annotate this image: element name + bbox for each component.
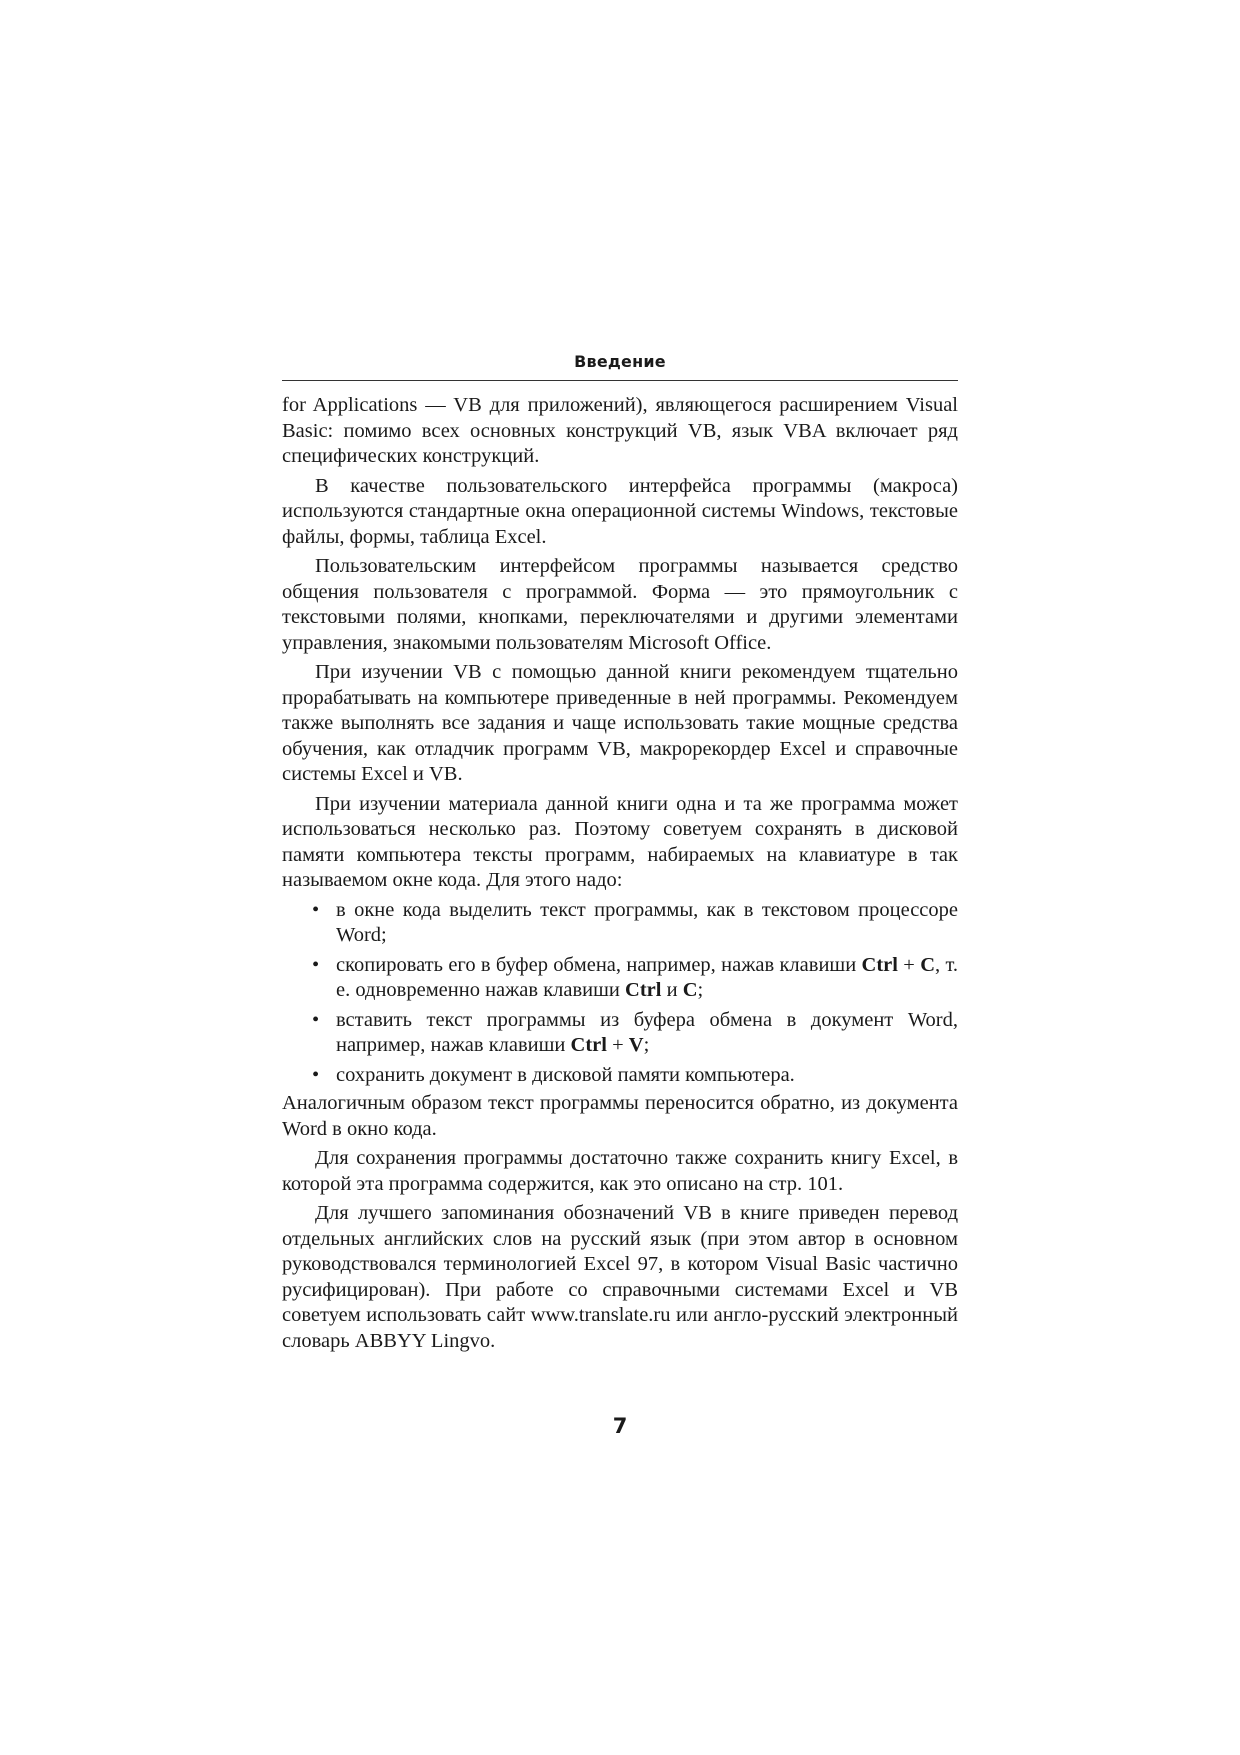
key-name: V [628,1034,644,1056]
list-item-text: и [661,979,683,1001]
bullet-icon: • [312,1063,320,1086]
list-item-text: в окне кода выделить текст программы, как в текстовом процессоре Word; [336,898,958,946]
list-item [282,1008,958,1059]
bullet-icon: • [312,1008,320,1031]
paragraph-7: Для сохранения программы достаточно также сохранить книгу Excel, в которой эта программа содержится, как это описано на стр. 101. [282,1147,958,1195]
paragraph-4: При изучении VB с помощью данной книги рекомендуем тщательно прорабатывать на компьютере приведенные в ней программы. Рекомендуем также выполнять все задания и чаще использовать такие мощные средства обучения, как отладчик программ VB, макрорекордер Excel и справочные системы Excel и VB. [282,661,958,785]
paragraph-8: Для лучшего запоминания обозначений VB в книге приведен перевод отдельных английских слов на русский язык (при этом автор в основном руководствовался терминологией Excel 97, в котором Visual Basic частично русифицирован). При работе со справочными системами Excel и VB советуем использовать сайт www.translate.ru или англо-русский электронный словарь ABBYY Lingvo. [282,1202,958,1352]
list-item [282,1063,958,1089]
page-number: 7 [612,1414,628,1438]
list-item-text: вставить текст программы из буфера обмена в документ Word, например, нажав клавиши [336,1008,958,1056]
paragraph-1: for Applications — VB для приложений), являющегося расширением Visual Basic: помимо всех основных конструкций VB, язык VBA включает ряд специфических конструкций. [282,394,958,467]
paragraph-2: В качестве пользовательского интерфейса программы (макроса) используются стандартные окна операционной системы Windows, текстовые файлы, формы, таблица Excel. [282,474,958,548]
list-item-text: , т. е. одновременно нажав клавиши [336,953,959,1001]
body-text [282,393,958,1358]
key-name: Ctrl [625,979,662,1001]
key-name: Ctrl [861,953,898,976]
running-title: Введение [574,352,666,371]
list-item-text: ; [643,1034,650,1056]
paragraph-5: При изучении материала данной книги одна и та же программа может использоваться несколько раз. Поэтому советуем сохранять в дисковой памяти компьютера тексты программ, набираемых на клавиатуре в так называемом окне кода. Для этого надо: [282,792,958,891]
steps-list [282,898,958,1089]
key-name: Ctrl [570,1034,607,1056]
paragraph-3: Пользовательским интерфейсом программы называется средство общения пользователя с программой. Форма — это прямоугольник с текстовыми полями, кнопками, переключателями и другими элементами управления, знакомыми пользователям Microsoft Office. [282,555,958,654]
list-item [282,953,958,1004]
key-name: C [682,979,698,1001]
list-item-text: ; [697,979,704,1001]
key-name: C [920,953,935,976]
list-item-text: + [897,953,921,976]
list-item-text: + [606,1034,629,1056]
bullet-icon: • [312,953,320,976]
list-item [282,898,958,949]
header-rule [282,380,958,381]
bullet-icon: • [312,898,320,921]
paragraph-6: Аналогичным образом текст программы переносится обратно, из документа Word в окно кода. [282,1092,958,1140]
list-item-text: сохранить документ в дисковой памяти компьютера. [336,1063,795,1086]
list-item-text: скопировать его в буфер обмена, например, нажав клавиши [336,953,862,976]
